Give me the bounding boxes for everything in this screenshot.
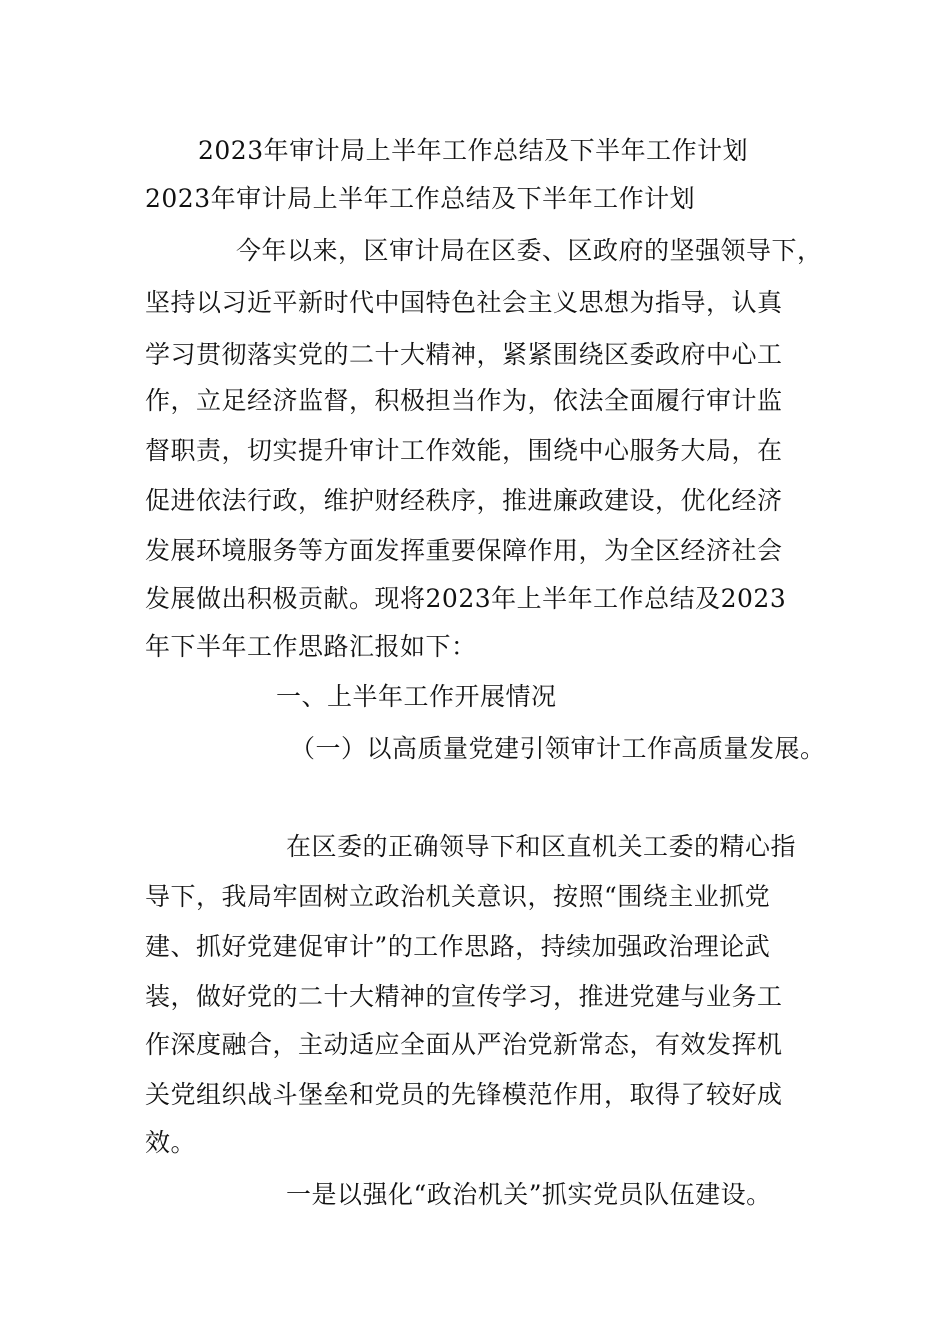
paragraph-line: 督职责，切实提升审计工作效能，围绕中心服务大局，在 (145, 436, 783, 465)
document-title: 2023年审计局上半年工作总结及下半年工作计划 (198, 136, 749, 165)
paragraph-line: 导下，我局牢固树立政治机关意识，按照“围绕主业抓党 (145, 882, 771, 911)
paragraph-line: 坚持以习近平新时代中国特色社会主义思想为指导，认真 (145, 288, 783, 317)
paragraph-line: 发展环境服务等方面发挥重要保障作用，为全区经济社会 (145, 536, 783, 565)
paragraph-line: 年下半年工作思路汇报如下： (145, 632, 477, 661)
section-heading: 一、上半年工作开展情况 (276, 682, 557, 711)
paragraph-line: 作，立足经济监督，积极担当作为，依法全面履行审计监 (145, 386, 783, 415)
paragraph-line: 装，做好党的二十大精神的宣传学习，推进党建与业务工 (145, 982, 783, 1011)
paragraph-line: 学习贯彻落实党的二十大精神，紧紧围绕区委政府中心工 (145, 340, 783, 369)
point-heading: 一是以强化“政治机关”抓实党员队伍建设。 (286, 1180, 772, 1209)
paragraph-line: 发展做出积极贡献。现将2023年上半年工作总结及2023 (145, 584, 787, 613)
paragraph-line: 今年以来，区审计局在区委、区政府的坚强领导下， (236, 236, 823, 265)
subsection-heading: （一）以高质量党建引领审计工作高质量发展。 (290, 734, 826, 763)
paragraph-line: 促进依法行政，维护财经秩序，推进廉政建设，优化经济 (145, 486, 783, 515)
paragraph-line: 建、抓好党建促审计”的工作思路，持续加强政治理论武 (145, 932, 771, 961)
paragraph-line: 在区委的正确领导下和区直机关工委的精心指 (286, 832, 797, 861)
paragraph-line: 效。 (145, 1128, 197, 1157)
paragraph-line: 关党组织战斗堡垒和党员的先锋模范作用，取得了较好成 (145, 1080, 783, 1109)
paragraph-line: 作深度融合，主动适应全面从严治党新常态，有效发挥机 (145, 1030, 783, 1059)
document-subtitle: 2023年审计局上半年工作总结及下半年工作计划 (145, 184, 696, 213)
